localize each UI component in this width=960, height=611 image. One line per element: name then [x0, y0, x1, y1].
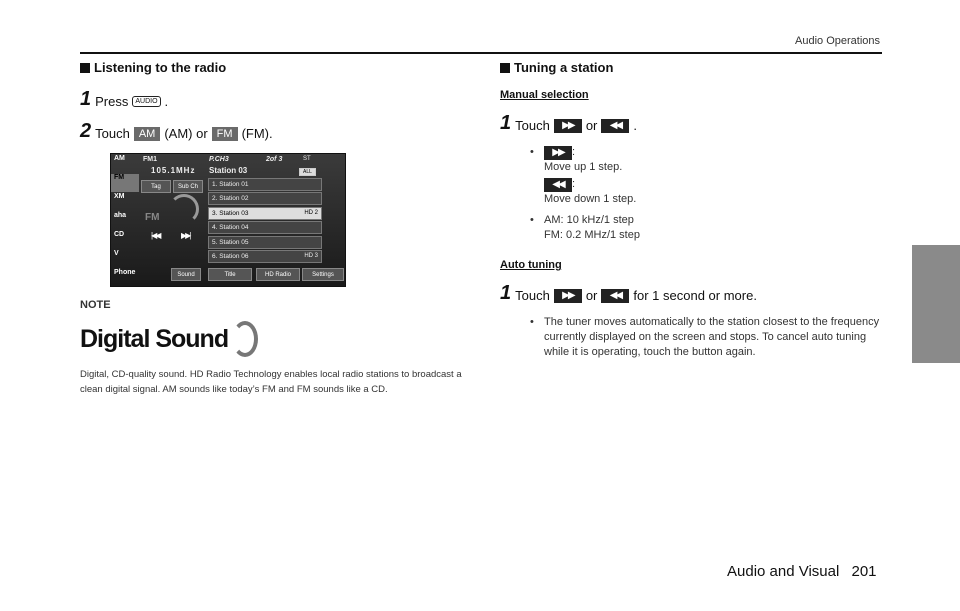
frequency-display: 105.1MHz: [151, 166, 196, 175]
step-number: 1: [80, 88, 92, 110]
digital-sound-logo-text: Digital Sound: [80, 324, 229, 353]
preset-item: 6. Station 06 HD 3: [208, 250, 322, 263]
preset-item: 4. Station 04: [208, 221, 322, 234]
fm-step-text: FM: 0.2 MHz/1 step: [544, 229, 640, 241]
preset-page: 2of 3: [266, 156, 283, 163]
section-header: Audio Operations: [795, 35, 880, 47]
left-column: [80, 60, 460, 397]
preset-item: 2. Station 02: [208, 192, 322, 205]
source-am: AM: [114, 155, 125, 162]
title-button: Title: [208, 268, 252, 281]
step-end: .: [164, 94, 169, 109]
seek-up-icon: ▶▶|: [181, 231, 190, 240]
step-end: .: [633, 118, 638, 133]
step-text: Touch: [95, 126, 130, 141]
radio-screen-image: [110, 153, 346, 287]
preset-item: 1. Station 01: [208, 178, 322, 191]
preset-item-selected: 3. Station 03 HD 2: [208, 207, 322, 220]
step-mid: (AM) or: [164, 126, 208, 141]
digital-sound-logo: [80, 321, 460, 357]
stereo-indicator: ST: [303, 156, 311, 162]
source-xm: XM: [114, 193, 125, 200]
preset-list: [208, 178, 322, 264]
source-list: [111, 154, 139, 287]
audio-key-icon: AUDIO: [132, 96, 160, 107]
note-text: Digital, CD-quality sound. HD Radio Technology enables local radio stations to broadcast a clean digital signal. AM sounds like today’s FM and FM sounds like a CD.: [80, 369, 462, 395]
step-mid: or: [585, 288, 598, 303]
am-button-icon: AM: [134, 127, 161, 141]
step-number: 1: [500, 112, 512, 134]
fm-button-icon: FM: [212, 127, 238, 141]
seek-up-icon: ▶▶: [554, 289, 582, 303]
step-text: Touch: [515, 288, 550, 303]
tag-button: Tag: [141, 180, 171, 193]
step-manual: [500, 113, 885, 133]
auto-tuning-heading: Auto tuning: [500, 259, 562, 271]
settings-button: Settings: [302, 268, 344, 281]
seek-down-icon: ◀◀: [544, 178, 572, 192]
section-title-text: Listening to the radio: [94, 60, 227, 75]
step-press-audio: [80, 89, 460, 109]
step-suffix: for 1 second or more.: [633, 288, 757, 303]
square-bullet-icon: [500, 63, 510, 73]
section-title-tuning: [500, 60, 885, 75]
manual-selection-heading: Manual selection: [500, 89, 589, 101]
page-footer: [727, 563, 877, 580]
step-touch-band: [80, 121, 460, 141]
step-auto: [500, 283, 885, 303]
sound-button: Sound: [171, 268, 201, 281]
preset-channel: P.CH3: [209, 156, 229, 163]
fm-logo: FM: [145, 212, 160, 223]
hd-radio-button: HD Radio: [256, 268, 300, 281]
manual-details: • ▶▶ : Move up 1 step. ◀◀ : Move down 1 step. • AM: 10 kHz/1 step FM: 0.2 MHz/1 step: [530, 146, 640, 241]
chapter-name: Audio and Visual: [727, 563, 840, 580]
seek-down-icon: |◀◀: [151, 231, 160, 240]
source-aha: aha: [114, 212, 127, 219]
step-text: Press: [95, 94, 129, 109]
seek-up-icon: ▶▶: [544, 146, 572, 160]
header-rule: [80, 52, 882, 54]
chapter-side-tab: [912, 245, 960, 363]
band-label: FM1: [143, 156, 157, 163]
page-number: 201: [851, 563, 877, 580]
bullet-icon: •: [530, 146, 534, 158]
step-number: 1: [500, 282, 512, 304]
am-step-text: AM: 10 kHz/1 step: [544, 214, 634, 226]
auto-details: [530, 315, 885, 360]
seek-up-icon: ▶▶: [554, 119, 582, 133]
station-name: Station 03: [209, 166, 248, 175]
bullet-icon: •: [530, 214, 534, 226]
signal-icon: [169, 194, 199, 224]
bullet-icon: •: [530, 316, 534, 328]
preset-item: 5. Station 05: [208, 236, 322, 249]
step-text: Touch: [515, 118, 550, 133]
source-fm: FM: [111, 174, 139, 192]
auto-tuning-description: The tuner moves automatically to the station closest to the frequency currently displayed on the screen and stops. To cancel auto tuning while it is operating, touch the button again.: [544, 316, 880, 358]
step-suffix: (FM).: [241, 126, 273, 141]
source-more: V: [114, 250, 119, 257]
sub-ch-button: Sub Ch: [173, 180, 203, 193]
note-label: NOTE: [80, 299, 111, 311]
seek-up-description: Move up 1 step.: [544, 161, 623, 173]
step-mid: or: [585, 118, 598, 133]
all-button: ALL: [299, 168, 316, 176]
section-title-text: Tuning a station: [514, 60, 614, 75]
digital-sound-arc-icon: [232, 321, 258, 357]
seek-down-icon: ◀◀: [601, 119, 629, 133]
source-phone: Phone: [114, 269, 136, 276]
seek-down-description: Move down 1 step.: [544, 193, 637, 205]
step-number: 2: [80, 120, 92, 142]
right-column: [500, 60, 885, 362]
source-cd: CD: [114, 231, 125, 238]
seek-down-icon: ◀◀: [601, 289, 629, 303]
section-title-radio: [80, 60, 460, 75]
square-bullet-icon: [80, 63, 90, 73]
